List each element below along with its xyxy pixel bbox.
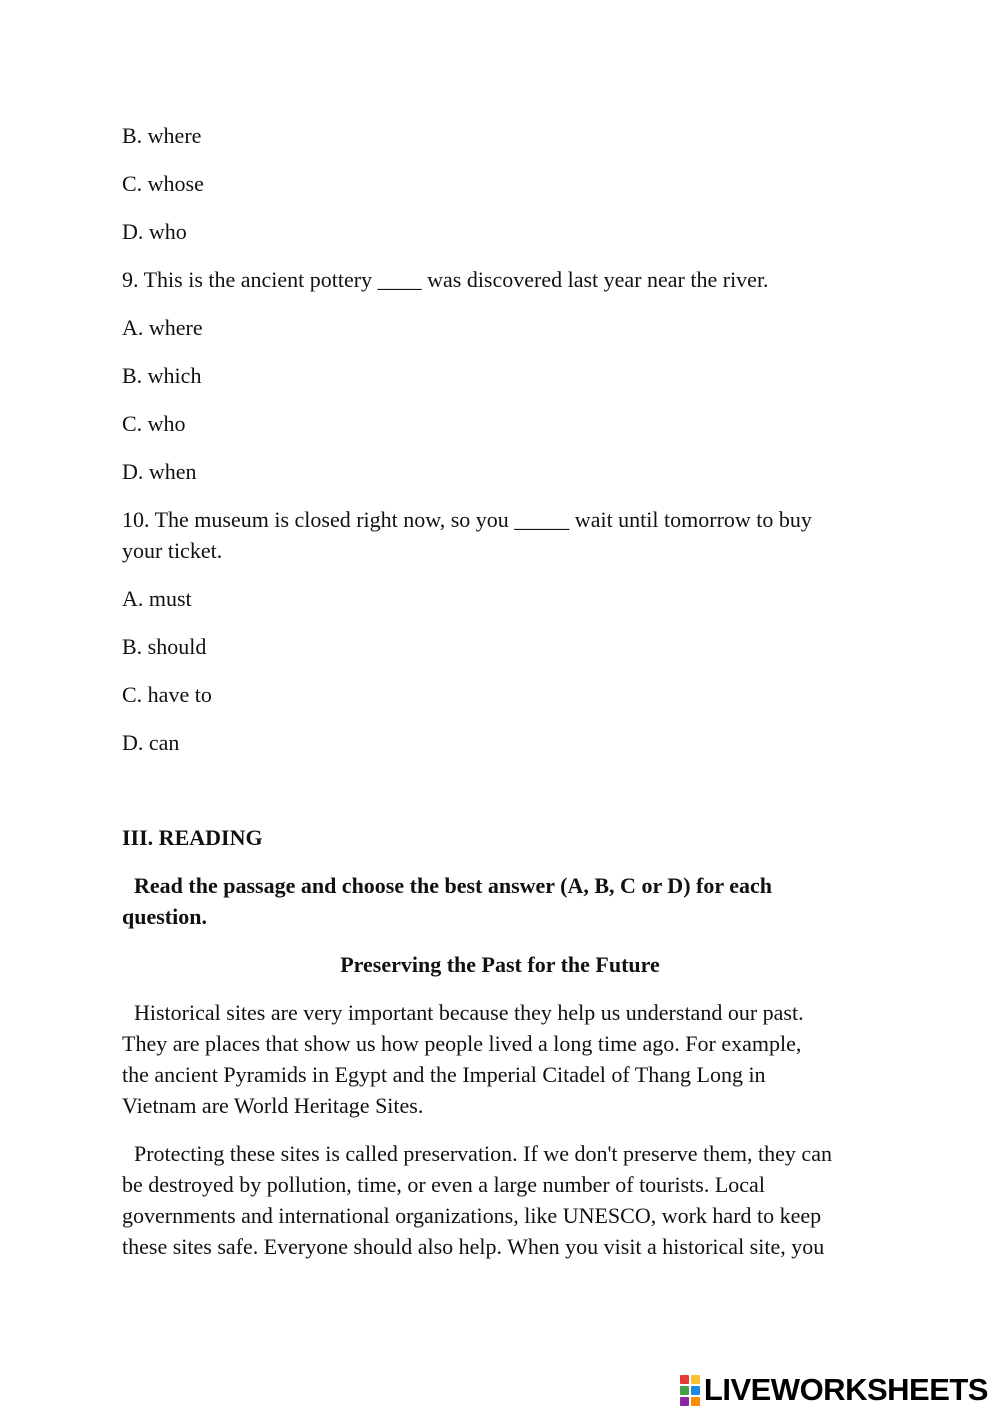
- section-title-reading: III. READING: [122, 825, 263, 850]
- logo-block: [680, 1375, 689, 1384]
- q8-option-d: D. who: [122, 219, 187, 244]
- q10-stem-line2: your ticket.: [122, 538, 223, 563]
- q9-option-c: C. who: [122, 411, 186, 436]
- q8-option-c: C. whose: [122, 171, 204, 196]
- q10-stem-line1: 10. The museum is closed right now, so you _____ wait until tomorrow to buy: [122, 507, 812, 532]
- reading-instruction-line2: question.: [122, 904, 207, 929]
- logo-block: [680, 1397, 689, 1406]
- logo-block: [691, 1386, 700, 1395]
- q10-option-c: C. have to: [122, 682, 212, 707]
- q10-option-d: D. can: [122, 730, 180, 755]
- q9-option-b: B. which: [122, 363, 202, 388]
- paragraph1-line3: the ancient Pyramids in Egypt and the Imperial Citadel of Thang Long in: [122, 1062, 766, 1087]
- paragraph1-line4: Vietnam are World Heritage Sites.: [122, 1093, 424, 1118]
- q9-option-a: A. where: [122, 315, 203, 340]
- liveworksheets-logo[interactable]: [680, 1370, 988, 1410]
- paragraph1-line1: Historical sites are very important because they help us understand our past.: [134, 1000, 804, 1025]
- paragraph2-line3: governments and international organizations, like UNESCO, work hard to keep: [122, 1203, 822, 1228]
- paragraph2-line1: Protecting these sites is called preservation. If we don't preserve them, they can: [134, 1141, 832, 1166]
- paragraph2-line4: these sites safe. Everyone should also help. When you visit a historical site, you: [122, 1234, 825, 1259]
- reading-instruction-line1: Read the passage and choose the best answer (A, B, C or D) for each: [134, 873, 772, 898]
- logo-block: [680, 1386, 689, 1395]
- paragraph2-line2: be destroyed by pollution, time, or even a large number of tourists. Local: [122, 1172, 765, 1197]
- passage-title: Preserving the Past for the Future: [340, 952, 660, 977]
- q10-option-b: B. should: [122, 634, 207, 659]
- q9-stem: 9. This is the ancient pottery ____ was discovered last year near the river.: [122, 267, 769, 292]
- logo-blocks-icon: [680, 1375, 700, 1405]
- logo-block: [691, 1397, 700, 1406]
- q8-option-b: B. where: [122, 123, 202, 148]
- q10-option-a: A. must: [122, 586, 192, 611]
- q9-option-d: D. when: [122, 459, 197, 484]
- paragraph1-line2: They are places that show us how people lived a long time ago. For example,: [122, 1031, 802, 1056]
- logo-block: [691, 1375, 700, 1384]
- logo-text: LIVEWORKSHEETS: [703, 1372, 988, 1407]
